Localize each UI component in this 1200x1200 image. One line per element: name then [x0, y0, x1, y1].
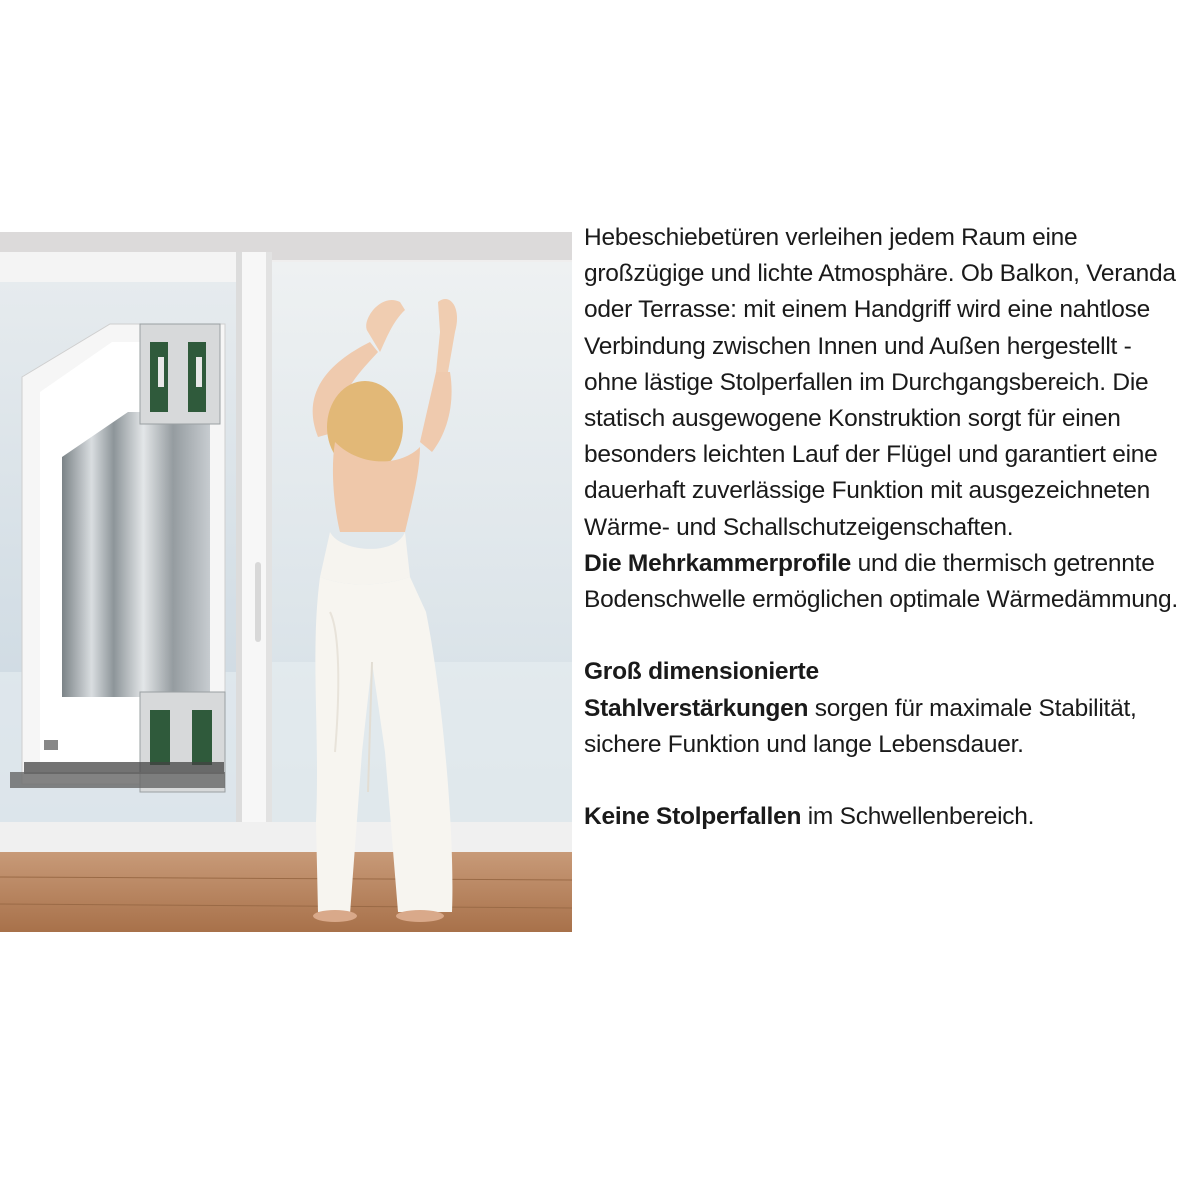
steel-heading: [584, 654, 1190, 690]
profile-paragraph: [584, 546, 1190, 618]
spacer: [584, 618, 1190, 654]
steel-bold-heading: Groß dimensionierte: [584, 658, 819, 686]
steel-bold: Stahlverstärkungen: [584, 694, 809, 722]
spacer: [584, 763, 1190, 799]
description-text: [584, 220, 1190, 835]
profile-bold: Die Mehrkammerprofile: [584, 549, 852, 577]
intro-text: Hebeschiebetüren verleihen jedem Raum eine großzügige und lichte Atmosphäre. Ob Balkon, Veranda oder Terrasse: mit einem Handgriff wird eine nahtlose Verbindung zwischen Innen und Außen hergestellt - ohne lästige Stolperfallen im Durchgangsbereich. Die statisch ausgewogene Konstruktion sorgt für einen besonders leichten Lauf der Flügel und garantiert eine dauerhaft zuverlässige Funktion mit ausgezeichneten Wärme- und Schallschutzeigenschaften.: [584, 224, 1176, 541]
product-photo: [0, 232, 572, 932]
threshold-text: im Schwellenbereich.: [801, 803, 1035, 831]
intro-paragraph: [584, 220, 1190, 546]
steel-text: sorgen für maximale Stabilität, sichere Funktion und lange Lebensdauer.: [584, 694, 1137, 758]
threshold-bold: Keine Stolperfallen: [584, 803, 802, 831]
steel-paragraph: [584, 691, 1190, 763]
profile-text: und die thermisch getrennte Bodenschwelle ermöglichen optimale Wärmedämmung.: [584, 549, 1178, 614]
threshold-paragraph: [584, 799, 1190, 835]
